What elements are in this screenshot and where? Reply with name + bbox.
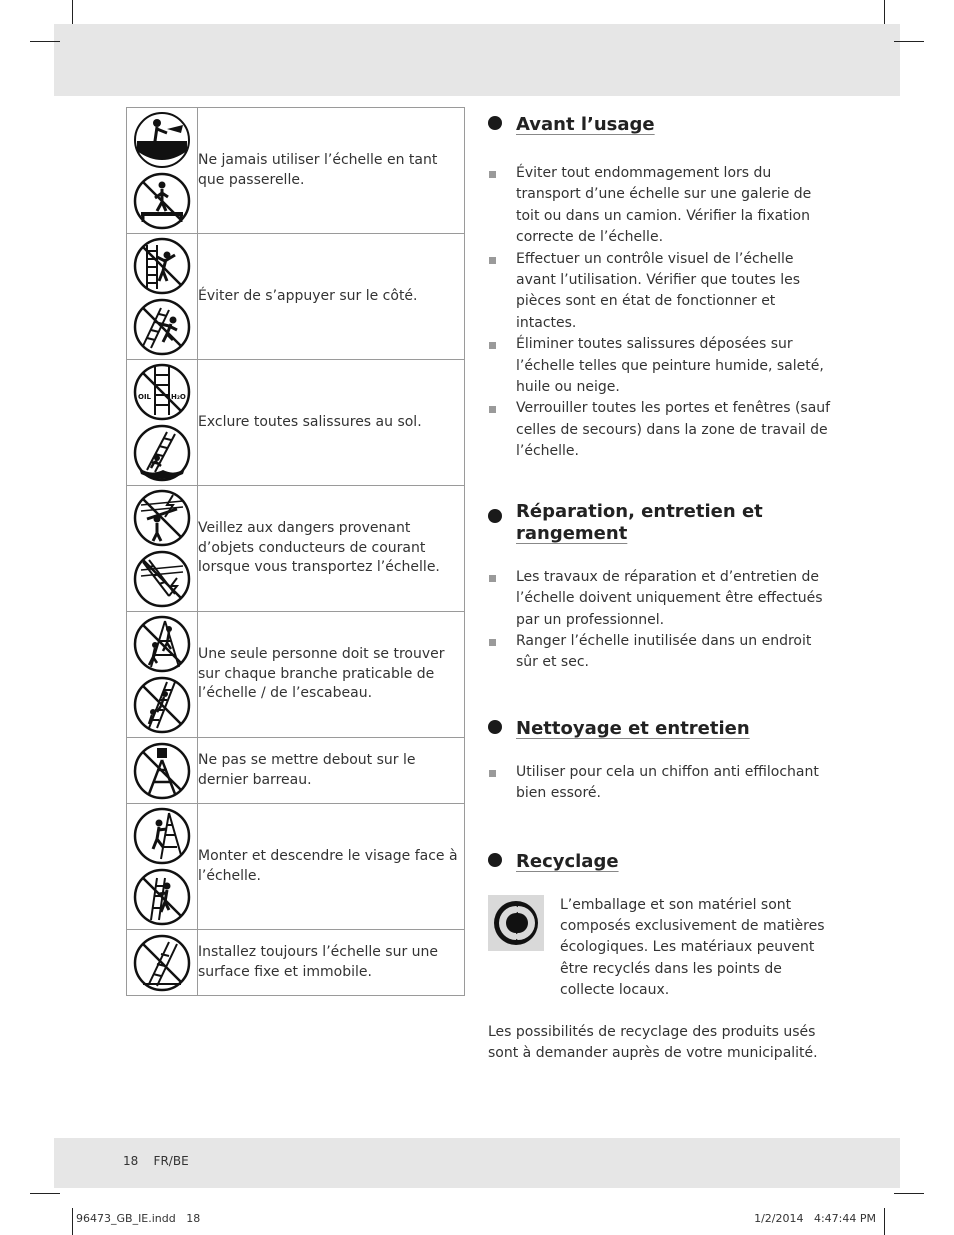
no-two-persons-icon: [133, 615, 191, 673]
ladder-tipping-icon: [133, 298, 191, 356]
instruction-list: [488, 163, 833, 463]
section-avant-usage: [488, 108, 833, 463]
crop-mark: [884, 0, 885, 24]
crop-mark: [30, 1193, 60, 1194]
table-row: [127, 612, 465, 738]
instruction-list: [488, 762, 833, 805]
table-row: [127, 234, 465, 360]
square-bullet-icon: [489, 342, 496, 349]
crop-mark: [884, 1208, 885, 1235]
no-climbing-backwards-icon: [133, 868, 191, 926]
header-band: [54, 24, 900, 96]
no-ladder-near-lines-icon: [133, 550, 191, 608]
square-bullet-icon: [489, 406, 496, 413]
list-item: [488, 398, 833, 462]
safety-pictogram-table: [126, 107, 465, 996]
pictogram-cell: [127, 108, 198, 234]
square-bullet-icon: [489, 575, 496, 582]
no-oil-water-floor-icon: [133, 363, 191, 421]
heading-bullet-icon: [488, 509, 502, 523]
page-footer: [123, 1154, 189, 1168]
list-item: [488, 567, 833, 631]
pictogram-cell: [127, 612, 198, 738]
safety-instruction: Éviter de s’appuyer sur le côté.: [198, 234, 465, 360]
face-ladder-climbing-icon: [133, 807, 191, 865]
crop-mark: [30, 41, 60, 42]
section-heading: [488, 108, 833, 136]
page-number: 18: [123, 1154, 139, 1168]
crop-mark: [894, 1193, 924, 1194]
section-heading: [488, 712, 833, 740]
print-timestamp: 1/2/2014 4:47:44 PM: [754, 1212, 876, 1225]
safety-instruction: Exclure toutes salissures au sol.: [198, 360, 465, 486]
crop-mark: [894, 41, 924, 42]
square-bullet-icon: [489, 257, 496, 264]
pictogram-cell: [127, 486, 198, 612]
pictogram-cell: [127, 360, 198, 486]
section-title: Recyclage: [516, 850, 619, 872]
section-recyclage: [488, 845, 833, 1065]
list-item: [488, 249, 833, 335]
list-item-text: Éviter tout endommagement lors du transport d’une échelle sur une galerie de toit ou dans un camion. Vérifier la fixation correcte de l’échelle.: [516, 165, 812, 246]
table-row: [127, 486, 465, 612]
section-title-line2: rangement: [516, 522, 628, 544]
list-item: [488, 631, 833, 674]
water-label: H₂O: [171, 393, 186, 401]
no-walking-on-ladder-icon: [133, 172, 191, 230]
recycling-note: Les possibilités de recyclage des produits usés sont à demander auprès de votre municipalité.: [488, 1023, 818, 1061]
table-row: [127, 108, 465, 234]
locale-label: FR/BE: [153, 1154, 189, 1168]
recycling-text: L’emballage et son matériel sont composés exclusivement de matières écologiques. Les matériaux peuvent être recyclés dans les points de collecte locaux.: [560, 896, 825, 999]
list-item: [488, 334, 833, 398]
safety-instruction: Ne jamais utiliser l’échelle en tant que passerelle.: [198, 108, 465, 234]
list-item: [488, 163, 833, 249]
section-heading: [488, 845, 833, 873]
power-line-hazard-icon: [133, 489, 191, 547]
list-item-text: Effectuer un contrôle visuel de l’échelle avant l’utilisation. Vérifier que toutes les pièces sont en état de fonctionner et intactes.: [516, 250, 800, 331]
no-leaning-sideways-icon: [133, 237, 191, 295]
section-title-line1: Réparation, entretien et: [516, 500, 763, 522]
heading-bullet-icon: [488, 853, 502, 867]
list-item-text: Utiliser pour cela un chiffon anti effilochant bien essoré.: [516, 763, 819, 802]
safety-instruction: Ne pas se mettre debout sur le dernier barreau.: [198, 738, 465, 804]
table-row: [127, 930, 465, 996]
table-row: [127, 738, 465, 804]
pictogram-cell: [127, 234, 198, 360]
table-row: [127, 804, 465, 930]
section-title: Avant l’usage: [516, 114, 655, 135]
instructions-column: [488, 108, 833, 1064]
no-two-persons-ladder-icon: [133, 676, 191, 734]
no-standing-top-rung-icon: [133, 742, 191, 800]
recycling-info: [488, 895, 833, 1002]
print-file-info: 96473_GB_IE.indd 18: [76, 1212, 201, 1225]
square-bullet-icon: [489, 770, 496, 777]
safety-instruction: Une seule personne doit se trouver sur chaque branche praticable de l’échelle / de l’escabeau.: [198, 612, 465, 738]
heading-bullet-icon: [488, 116, 502, 130]
section-nettoyage: [488, 712, 833, 805]
pictogram-cell: [127, 804, 198, 930]
heading-bullet-icon: [488, 720, 502, 734]
safety-instruction: Veillez aux dangers provenant d’objets conducteurs de courant lorsque vous transportez l’échelle.: [198, 486, 465, 612]
square-bullet-icon: [489, 171, 496, 178]
ladder-slipping-icon: [133, 424, 191, 482]
list-item-text: Ranger l’échelle inutilisée dans un endroit sûr et sec.: [516, 632, 812, 671]
instruction-list: [488, 567, 833, 674]
crop-mark: [72, 1208, 73, 1235]
ladder-bridge-warning-icon: [133, 111, 191, 169]
safety-instruction: Monter et descendre le visage face à l’échelle.: [198, 804, 465, 930]
list-item-text: Les travaux de réparation et d’entretien de l’échelle doivent uniquement être effectués par un professionnel.: [516, 568, 823, 628]
section-reparation: [488, 501, 833, 674]
section-heading: [488, 501, 833, 545]
green-dot-recycling-icon: [488, 895, 544, 951]
pictogram-cell: [127, 738, 198, 804]
list-item: [488, 762, 833, 805]
list-item-text: Verrouiller toutes les portes et fenêtres (sauf celles de secours) dans la zone de travail de l’échelle.: [516, 400, 831, 460]
square-bullet-icon: [489, 639, 496, 646]
oil-label: OIL: [138, 393, 152, 401]
safety-instruction: Installez toujours l’échelle sur une surface fixe et immobile.: [198, 930, 465, 996]
table-row: [127, 360, 465, 486]
pictogram-cell: [127, 930, 198, 996]
crop-mark: [72, 0, 73, 24]
section-title: Nettoyage et entretien: [516, 717, 750, 739]
list-item-text: Éliminer toutes salissures déposées sur l’échelle telles que peinture humide, saleté, huile ou neige.: [516, 336, 824, 396]
stable-surface-icon: [133, 934, 191, 992]
